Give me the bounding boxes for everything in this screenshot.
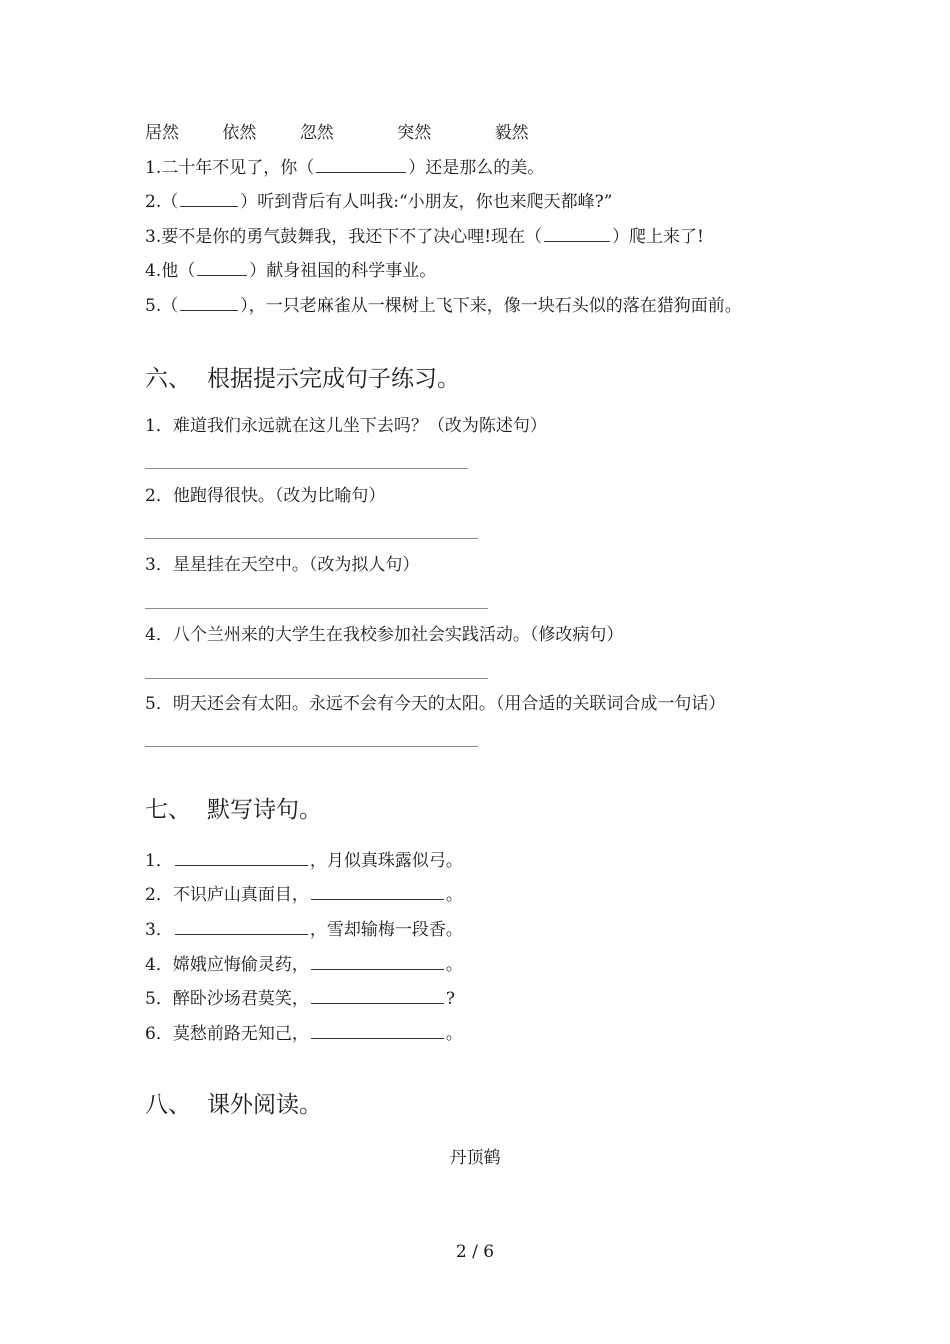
- answer-blank[interactable]: [316, 156, 406, 173]
- section-number: 六、: [145, 366, 191, 392]
- answer-line[interactable]: [145, 678, 488, 679]
- poem-text: ，雪却输梅一段香。: [309, 920, 463, 940]
- poem-item: [145, 987, 455, 1010]
- exercise-item: 5．明天还会有太阳。永远不会有今天的太阳。（用合适的关联词合成一句话）: [145, 694, 726, 714]
- word-option: 居然: [145, 123, 179, 143]
- poem-text: 3．: [145, 920, 173, 940]
- section-heading: [145, 364, 460, 394]
- answer-line[interactable]: [145, 746, 478, 747]
- fill-item: [145, 259, 436, 282]
- fill-item-text: ）献身祖国的科学事业。: [249, 261, 437, 281]
- exercise-item: 3．星星挂在天空中。（改为拟人句）: [145, 555, 420, 575]
- poem-text: 4．嫦娥应悔偷灵药，: [145, 955, 309, 975]
- answer-blank[interactable]: [197, 259, 247, 276]
- answer-blank[interactable]: [175, 918, 308, 935]
- exercise-item: 1．难道我们永远就在这儿坐下去吗？（改为陈述句）: [145, 416, 547, 436]
- answer-blank[interactable]: [311, 987, 444, 1004]
- section-number: 八、: [145, 1092, 191, 1118]
- poem-text: ?: [445, 989, 455, 1009]
- poem-text: 。: [445, 1024, 463, 1044]
- answer-blank[interactable]: [311, 883, 444, 900]
- section-heading: [145, 1090, 322, 1120]
- section-heading: [145, 795, 322, 825]
- word-bank: [145, 122, 567, 144]
- poem-text: 。: [445, 885, 463, 905]
- fill-item: [145, 190, 612, 213]
- answer-blank[interactable]: [311, 953, 444, 970]
- fill-item-text: 4.他（: [145, 261, 196, 281]
- answer-blank[interactable]: [175, 849, 308, 866]
- poem-item: [145, 953, 463, 976]
- fill-item-text: 3.要不是你的勇气鼓舞我，我还下不了决心哩!现在（: [145, 227, 543, 247]
- poem-text: 。: [445, 955, 463, 975]
- fill-item-text: 5.（: [145, 296, 179, 316]
- section-title: 默写诗句。: [207, 797, 322, 823]
- poem-item: [145, 883, 463, 906]
- fill-item-text: ）爬上来了!: [612, 227, 704, 247]
- fill-item: [145, 156, 544, 179]
- answer-blank[interactable]: [544, 225, 610, 242]
- fill-item-text: ）听到背后有人叫我:“小朋友，你也来爬天都峰?”: [240, 192, 613, 212]
- poem-text: 5．醉卧沙场君莫笑，: [145, 989, 309, 1009]
- fill-item-text: ）还是那么的美。: [408, 158, 545, 178]
- answer-blank[interactable]: [180, 190, 238, 207]
- fill-item-text: ），一只老麻雀从一棵树上飞下来，像一块石头似的落在猎狗面前。: [240, 296, 742, 316]
- poem-item: [145, 1022, 463, 1045]
- poem-text: 6．莫愁前路无知己，: [145, 1024, 309, 1044]
- answer-line[interactable]: [145, 468, 468, 469]
- answer-line[interactable]: [145, 608, 488, 609]
- article-title: 丹顶鹤: [449, 1148, 501, 1168]
- poem-text: ，月似真珠露似弓。: [309, 851, 463, 871]
- answer-blank[interactable]: [180, 294, 238, 311]
- page-number: 2 / 6: [455, 1242, 495, 1262]
- exercise-item: 2．他跑得很快。（改为比喻句）: [145, 486, 386, 506]
- word-option: 突然: [397, 123, 432, 143]
- section-title: 根据提示完成句子练习。: [207, 366, 460, 392]
- word-option: 毅然: [494, 123, 529, 143]
- fill-item-text: 1.二十年不见了，你（: [145, 158, 315, 178]
- exercise-item: 4．八个兰州来的大学生在我校参加社会实践活动。（修改病句）: [145, 625, 624, 645]
- word-option: 依然: [222, 123, 257, 143]
- section-title: 课外阅读。: [207, 1092, 322, 1118]
- word-option: 忽然: [299, 123, 334, 143]
- poem-text: 1．: [145, 851, 173, 871]
- fill-item: [145, 294, 742, 317]
- answer-blank[interactable]: [311, 1022, 444, 1039]
- poem-item: [145, 918, 463, 941]
- fill-item-text: 2.（: [145, 192, 179, 212]
- fill-item: [145, 225, 704, 248]
- poem-text: 2．不识庐山真面目，: [145, 885, 309, 905]
- section-number: 七、: [145, 797, 191, 823]
- answer-line[interactable]: [145, 538, 478, 539]
- poem-item: [145, 849, 463, 872]
